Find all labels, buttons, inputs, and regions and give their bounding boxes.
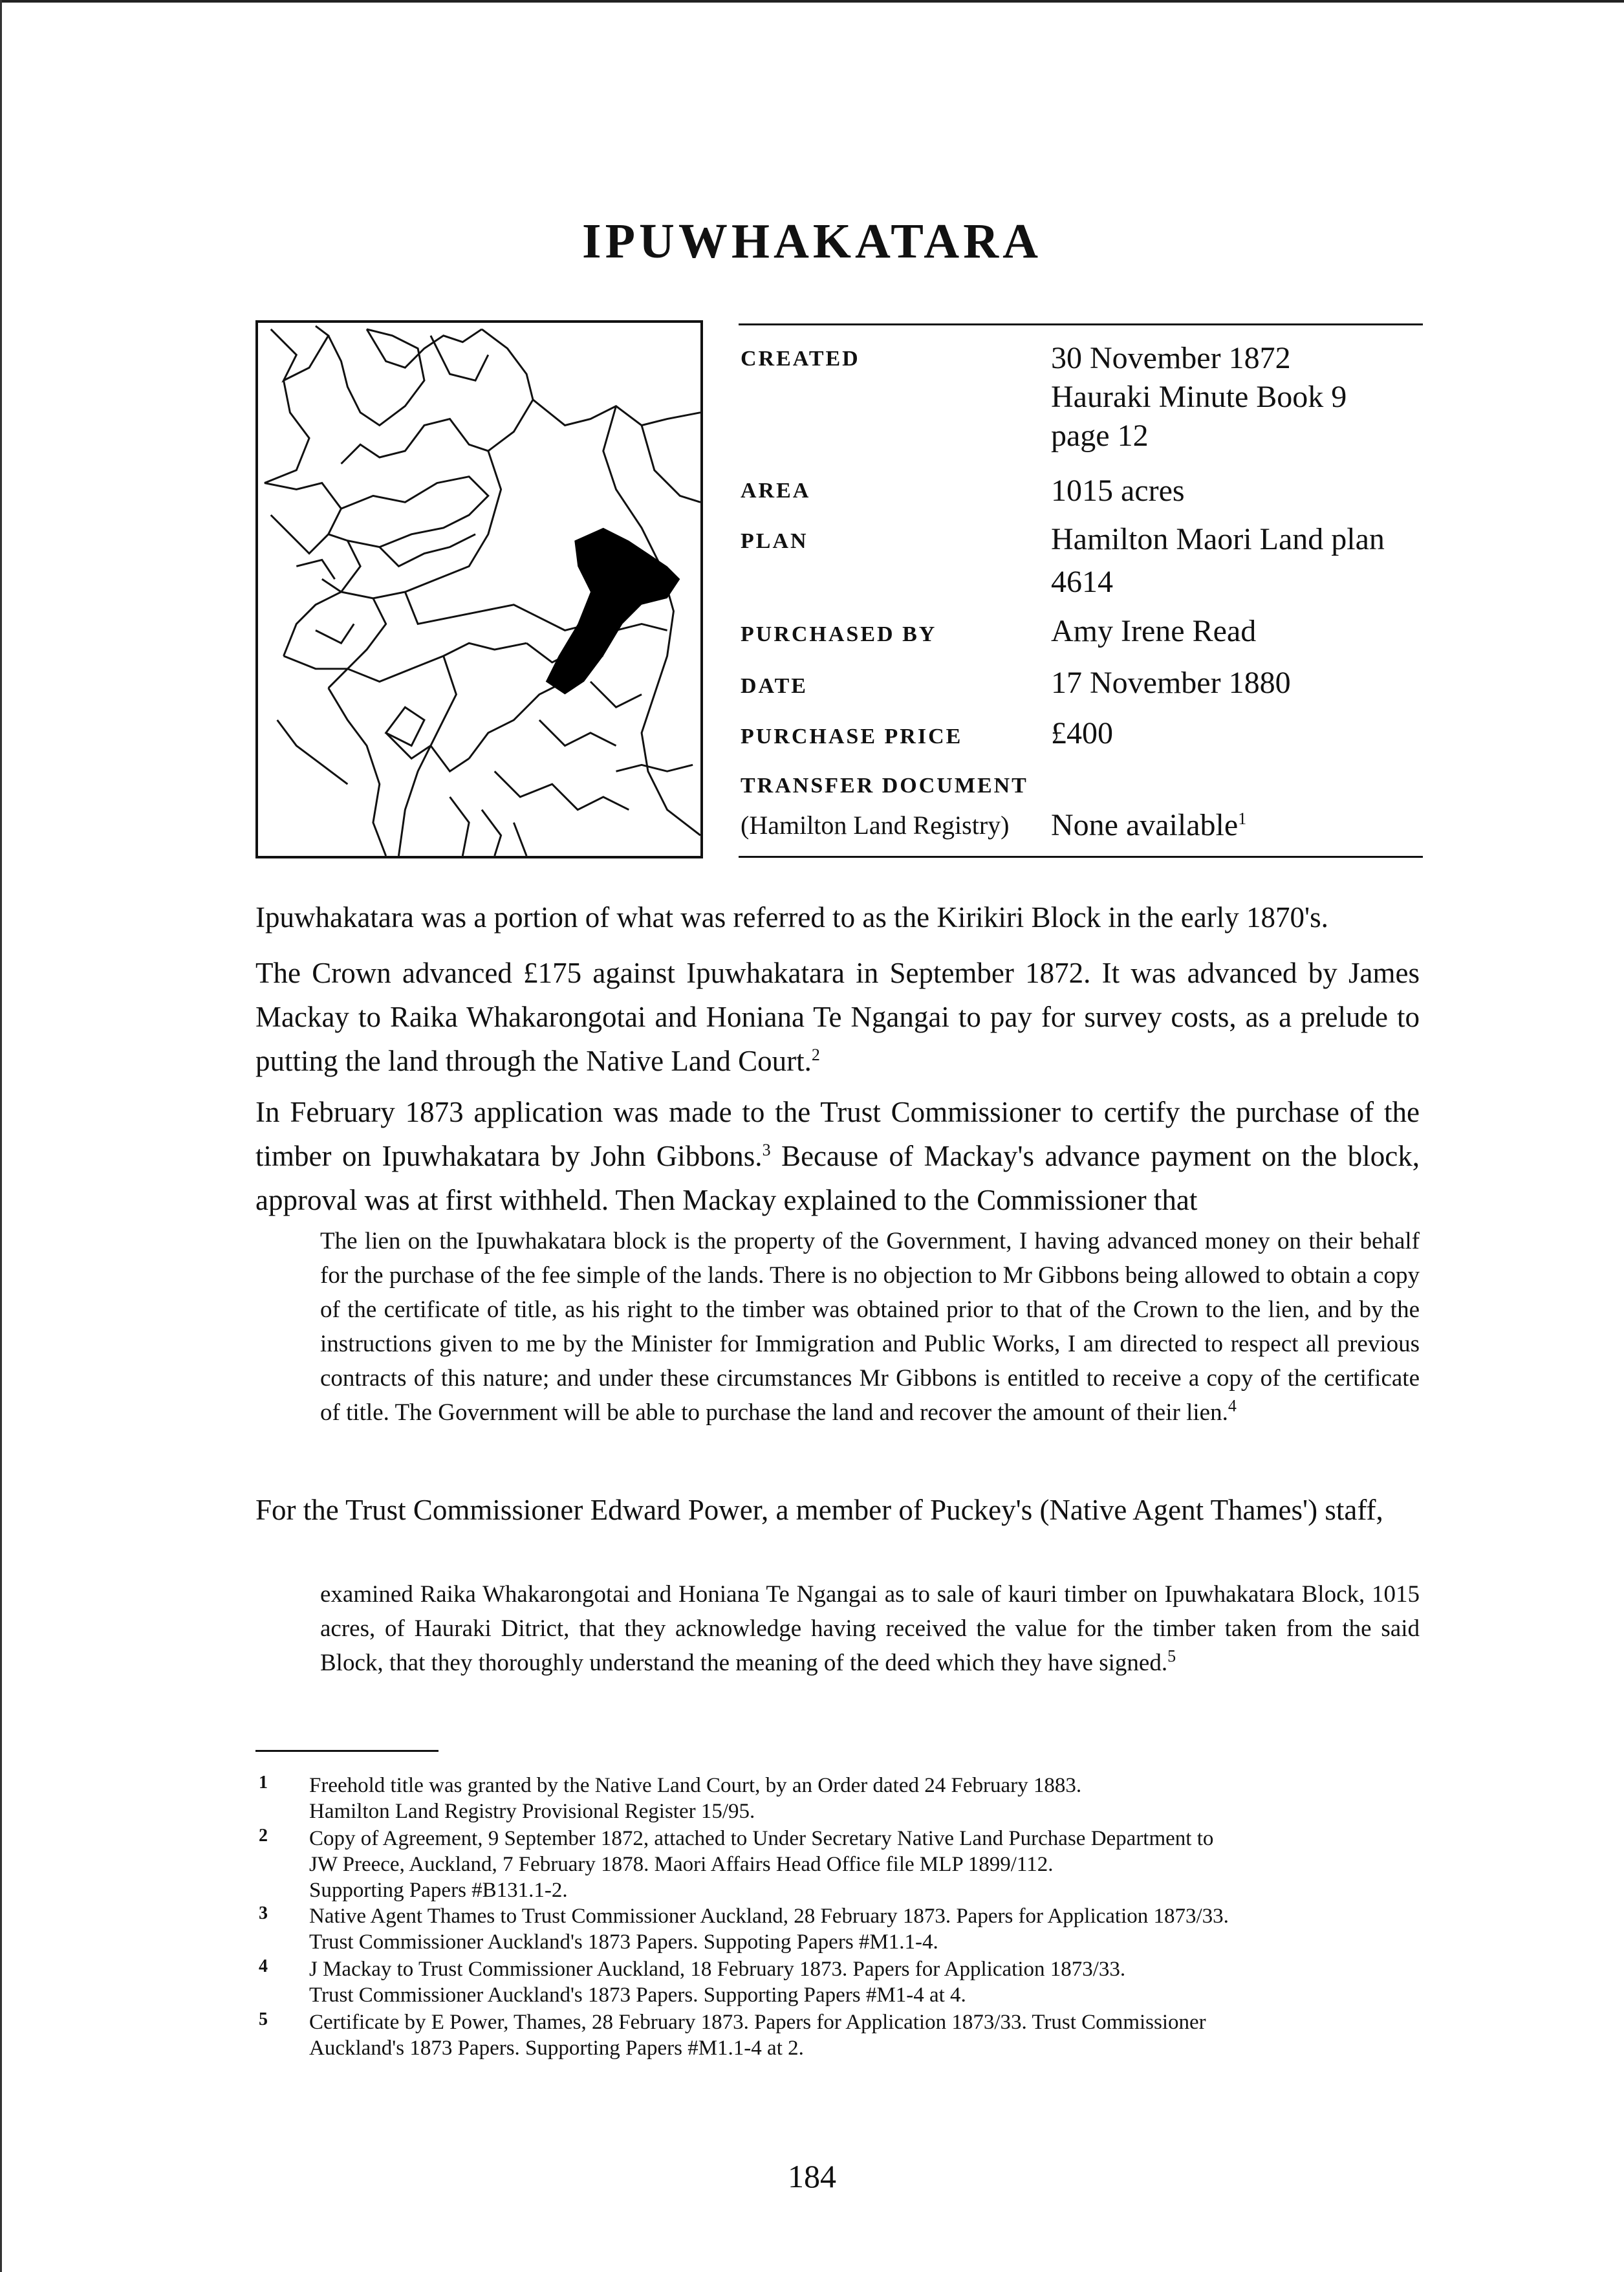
created-label: CREATED <box>741 347 860 371</box>
footnote-ref-5: 5 <box>1167 1646 1176 1666</box>
page-number: 184 <box>788 2158 836 2194</box>
footnote-rule <box>255 1750 438 1752</box>
footnote-4 <box>309 1956 1422 2008</box>
block-quote-1 <box>320 1224 1420 1430</box>
transfer-document-value <box>1051 803 1246 847</box>
created-value-date: 30 November 1872 <box>1051 341 1291 375</box>
footnote-1 <box>309 1773 1422 1824</box>
area-label: AREA <box>741 479 811 503</box>
footnote-5 <box>309 2009 1422 2061</box>
footnote-2-line-3: Supporting Papers #B131.1-2. <box>309 1879 568 1902</box>
date-value: 17 November 1880 <box>1051 666 1291 700</box>
plan-value-number: 4614 <box>1051 565 1113 599</box>
block-location-map <box>255 320 703 858</box>
block-quote-1-text: The lien on the Ipuwhakatara block is the property of the Government, I having advanced money on their behalf for the purchase of the fee simple of the lands. There is no objection to Mr Gibbons being allowed to obtain a copy of the certificate of title, as his right to the timber was obtained prior to that of the Crown to the lien, and by the instructions given to me by the Minister for Immigration and Public Works, I am directed to respect all previous contracts of this nature; and under these circumstances Mr Gibbons is entitled to receive a copy of the certificate of title. The Government will be able to purchase the land and recover the amount of their lien. <box>320 1228 1420 1426</box>
info-table-top-rule <box>739 323 1423 325</box>
purchase-price-label: PURCHASE PRICE <box>741 725 963 748</box>
created-value-page: page 12 <box>1051 419 1149 453</box>
footnote-3-number: 3 <box>259 1903 268 1923</box>
footnote-5-line-2: Auckland's 1873 Papers. Supporting Papers #M1.1-4 at 2. <box>309 2037 804 2060</box>
footnote-4-line-1: J Mackay to Trust Commissioner Auckland, 18 February 1873. Papers for Application 1873/33. <box>309 1958 1126 1981</box>
footnote-1-line-1: Freehold title was granted by the Native Land Court, by an Order dated 24 February 1883. <box>309 1774 1082 1797</box>
scan-edge-left <box>0 0 2 2272</box>
footnote-2-line-1: Copy of Agreement, 9 September 1872, attached to Under Secretary Native Land Purchase Department to <box>309 1827 1214 1850</box>
footnote-2-number: 2 <box>259 1826 268 1846</box>
footnote-3-line-1: Native Agent Thames to Trust Commissioner Auckland, 28 February 1873. Papers for Application 1873/33. <box>309 1905 1229 1928</box>
transfer-document-label: TRANSFER DOCUMENT <box>741 774 1028 798</box>
page-title: IPUWHAKATARA <box>582 214 1042 268</box>
footnote-ref-4: 4 <box>1228 1396 1237 1415</box>
footnote-1-line-2: Hamilton Land Registry Provisional Register 15/95. <box>309 1800 755 1823</box>
paragraph-4: For the Trust Commissioner Edward Power, a member of Puckey's (Native Agent Thames') staff, <box>255 1494 1383 1526</box>
block-quote-2 <box>320 1577 1420 1680</box>
ipuwhakatara-block-shape <box>546 528 680 695</box>
purchased-by-value: Amy Irene Read <box>1051 614 1257 648</box>
transfer-document-sublabel: (Hamilton Land Registry) <box>741 811 1010 840</box>
purchased-by-label: PURCHASED BY <box>741 622 937 646</box>
footnote-2 <box>309 1826 1422 1903</box>
transfer-document-value-text: None available <box>1051 808 1239 842</box>
date-label: DATE <box>741 674 808 698</box>
paragraph-3-text-a: In February 1873 application was made to the Trust Commissioner to certify the purchase of the timber on Ipuwhakatara by John Gibbons. <box>255 1096 1420 1172</box>
paragraph-3 <box>255 1090 1420 1222</box>
paragraph-2 <box>255 951 1420 1083</box>
footnote-4-number: 4 <box>259 1956 268 1976</box>
created-value-minute-book: Hauraki Minute Book 9 <box>1051 380 1347 414</box>
purchase-price-value: £400 <box>1051 716 1113 750</box>
footnote-4-line-2: Trust Commissioner Auckland's 1873 Papers. Supporting Papers #M1-4 at 4. <box>309 1983 966 2007</box>
plan-value: Hamilton Maori Land plan <box>1051 522 1385 556</box>
map-drawing <box>258 323 700 856</box>
paragraph-1: Ipuwhakatara was a portion of what was referred to as the Kirikiri Block in the early 1870's. <box>255 901 1328 934</box>
footnote-5-line-1: Certificate by E Power, Thames, 28 February 1873. Papers for Application 1873/33. Trust Commissioner <box>309 2011 1206 2034</box>
footnote-3-line-2: Trust Commissioner Auckland's 1873 Papers. Suppoting Papers #M1.1-4. <box>309 1930 938 1954</box>
footnote-ref-1: 1 <box>1238 809 1247 828</box>
scan-edge-top <box>0 0 1624 3</box>
footnote-2-line-2: JW Preece, Auckland, 7 February 1878. Maori Affairs Head Office file MLP 1899/112. <box>309 1853 1054 1876</box>
footnote-ref-3: 3 <box>762 1141 771 1159</box>
area-value: 1015 acres <box>1051 474 1185 508</box>
paragraph-3-text-b: Because of Mackay's advance payment on the block, approval was at first withheld. Then Mackay explained to the Commissioner that <box>255 1140 1420 1216</box>
footnote-ref-2: 2 <box>811 1045 820 1064</box>
footnote-5-number: 5 <box>259 2009 268 2029</box>
block-quote-2-text: examined Raika Whakarongotai and Honiana Te Ngangai as to sale of kauri timber on Ipuwhakatara Block, 1015 acres, of Hauraki Ditrict, that they acknowledge having received the value for the timber taken from the said Block, that they thoroughly understand the meaning of the deed which they have signed. <box>320 1581 1420 1676</box>
footnote-3 <box>309 1903 1422 1955</box>
footnote-1-number: 1 <box>259 1773 268 1793</box>
paragraph-2-text: The Crown advanced £175 against Ipuwhakatara in September 1872. It was advanced by James Mackay to Raika Whakarongotai and Honiana Te Ngangai to pay for survey costs, as a prelude to putting the land through the Native Land Court. <box>255 957 1420 1077</box>
plan-label: PLAN <box>741 529 808 553</box>
info-table-bottom-rule <box>739 856 1423 858</box>
